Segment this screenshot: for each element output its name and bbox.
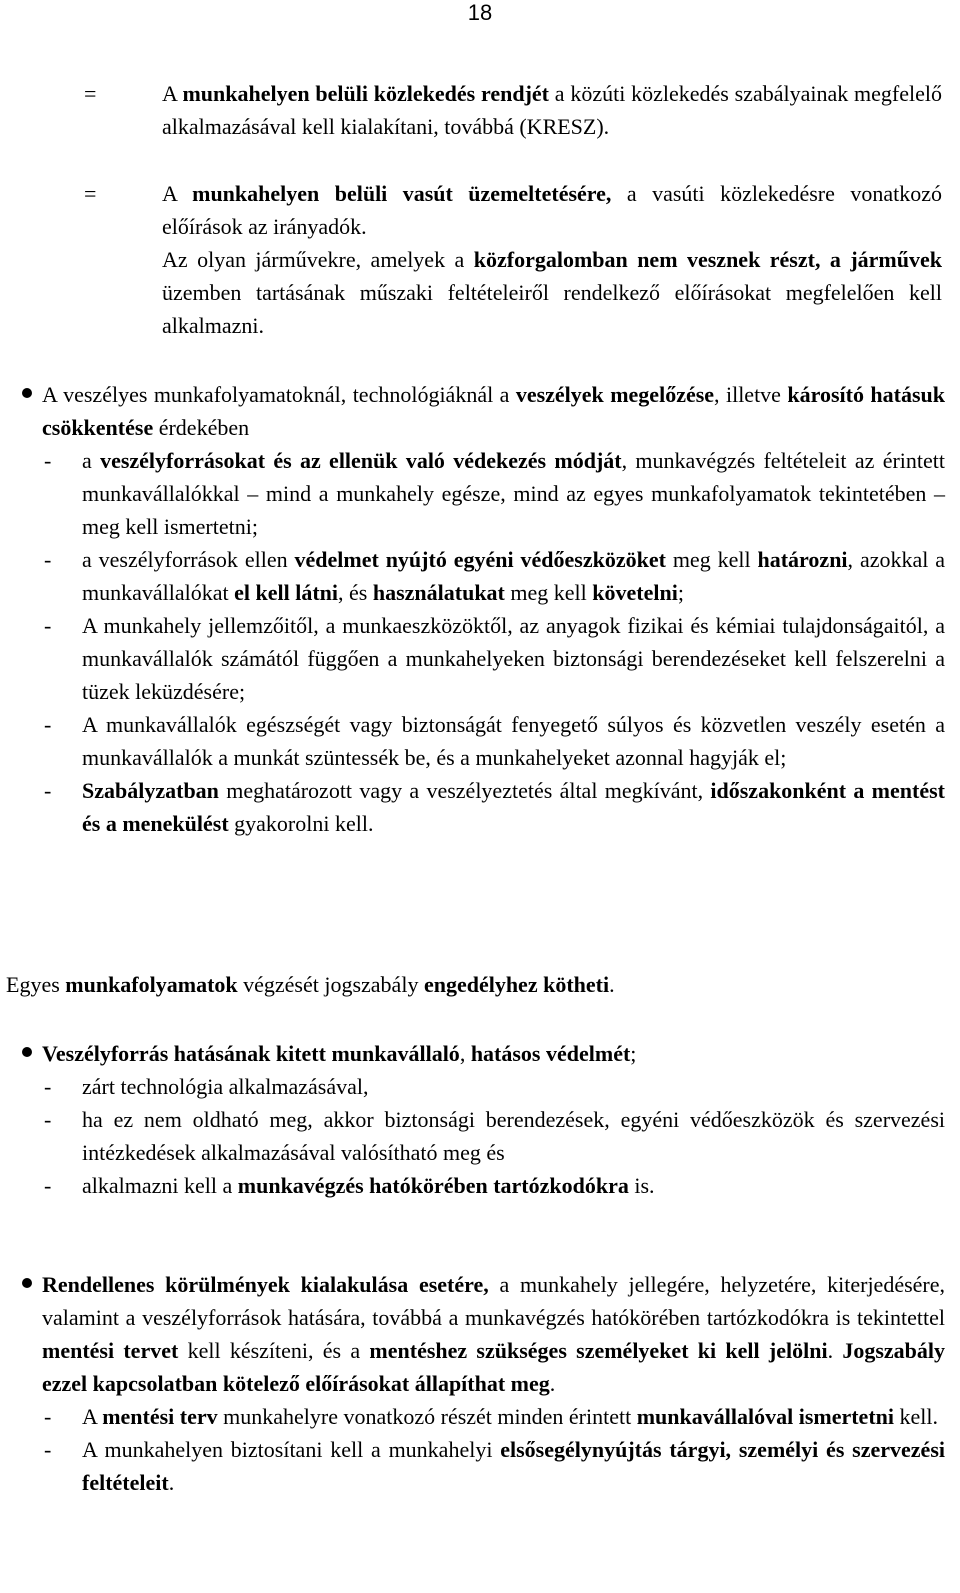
dash-marker: -	[44, 547, 52, 572]
dash-marker: -	[44, 1437, 52, 1462]
eq-marker: =	[84, 181, 97, 206]
section-intro: Veszélyforrás hatásának kitett munkavállaló, hatásos védelmét;	[42, 1041, 637, 1066]
dash-list-item: - A munkahely jellemzőitől, a munkaeszközöktől, az anyagok fizikai és kémiai tulajdonságaitól, a munkavállalók számától függően a munkahelyeken biztonsági berendezéseket kell felszerelni a tüzek leküzdésére;	[42, 609, 945, 708]
section-protection	[0, 1037, 945, 1202]
dash-list-item: - alkalmazni kell a munkavégzés hatókörében tartózkodókra is.	[42, 1169, 945, 1202]
dash-list	[42, 444, 945, 840]
page-number: 18	[467, 0, 493, 25]
eq-item-text: A munkahelyen belüli vasút üzemeltetésére, a vasúti közlekedésre vonatkozó előírások az irányadók.	[162, 181, 942, 239]
dash-marker: -	[44, 448, 52, 473]
dash-marker: -	[44, 1107, 52, 1132]
eq-item-text: Az olyan járművekre, amelyek a közforgalomban nem vesznek részt, a járművek üzemben tartásának műszaki feltételeiről rendelkező előírásokat megfelelően kell alkalmazni.	[162, 247, 942, 338]
dash-list-item: - Szabályzatban meghatározott vagy a veszélyeztetés által megkívánt, időszakonként a mentést és a menekülést gyakorolni kell.	[42, 774, 945, 840]
dash-list	[42, 1070, 945, 1202]
section-hazardous-processes	[0, 378, 945, 840]
dash-marker: -	[44, 778, 52, 803]
section-intro: A veszélyes munkafolyamatoknál, technológiáknál a veszélyek megelőzése, illetve károsító hatásuk csökkentése érdekében	[42, 382, 946, 440]
dash-list-item: - a veszélyforrások ellen védelmet nyújtó egyéni védőeszközöket meg kell határozni, azokkal a munkavállalókat el kell látni, és használatukat meg kell követelni;	[42, 543, 945, 609]
bullet-icon	[20, 378, 36, 394]
eq-list-item	[84, 177, 944, 243]
section-rescue-plan	[0, 1268, 945, 1499]
dash-marker: -	[44, 712, 52, 737]
dash-list-item: - a veszélyforrásokat és az ellenük való védekezés módját, munkavégzés feltételeit az érintett munkavállalókkal – mind a munkahely egésze, mind az egyes munkafolyamatok tekintetében – meg kell ismertetni;	[42, 444, 945, 543]
dash-marker: -	[44, 1404, 52, 1429]
dash-list-item: - A munkavállalók egészségét vagy biztonságát fenyegető súlyos és közvetlen veszély esetén a munkavállalók a munkát szüntessék be, és a munkahelyeket azonnal hagyják el;	[42, 708, 945, 774]
dash-list-item: - ha ez nem oldható meg, akkor biztonsági berendezések, egyéni védőeszközök és szervezési intézkedések alkalmazásával valósítható meg és	[42, 1103, 945, 1169]
dash-marker: -	[44, 613, 52, 638]
standalone-paragraph: Egyes munkafolyamatok végzését jogszabály engedélyhez kötheti.	[6, 972, 615, 997]
eq-list-item	[84, 243, 944, 343]
bullet-icon	[20, 1268, 36, 1284]
eq-marker: =	[84, 81, 97, 106]
dash-marker: -	[44, 1173, 52, 1198]
eq-list-item	[84, 77, 944, 177]
dash-list-item: - zárt technológia alkalmazásával,	[42, 1070, 945, 1103]
dash-list-item: - A munkahelyen biztosítani kell a munkahelyi elsősegélynyújtás tárgyi, személyi és szervezési feltételeit.	[42, 1433, 945, 1499]
dash-list	[42, 1400, 945, 1499]
section-intro: Rendellenes körülmények kialakulása esetére, a munkahely jellegére, helyzetére, kiterjedésére, valamint a veszélyforrások hatására, továbbá a munkavégzés hatókörében tartózkodókra is tekintettel mentési tervet kell készíteni, és a mentéshez szükséges személyeket ki kell jelölni. Jogszabály ezzel kapcsolatban kötelező előírásokat állapíthat meg.	[42, 1272, 946, 1396]
bullet-icon	[20, 1037, 36, 1053]
eq-item-text: A munkahelyen belüli közlekedés rendjét a közúti közlekedés szabályainak megfelelő alkalmazásával kell kialakítani, továbbá (KRESZ).	[162, 81, 942, 139]
dash-list-item: - A mentési terv munkahelyre vonatkozó részét minden érintett munkavállalóval ismertetni kell.	[42, 1400, 945, 1433]
dash-marker: -	[44, 1074, 52, 1099]
